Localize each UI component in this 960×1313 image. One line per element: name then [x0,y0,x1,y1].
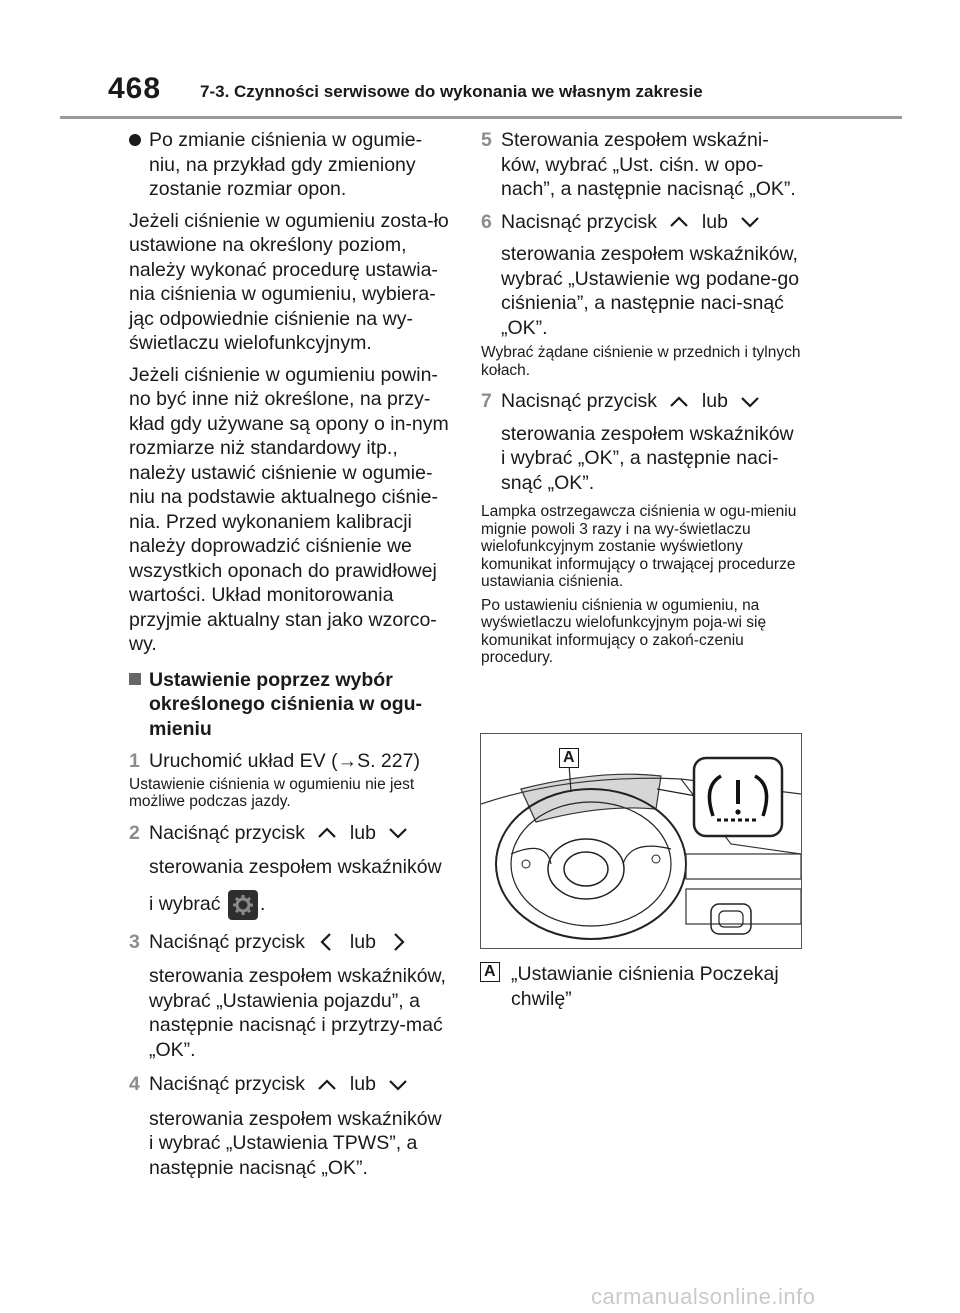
step-text: sterowania zespołem wskaźników i wybrać „OK”, a następnie naci-snąć „OK”. [501,422,794,494]
chevron-up-icon [310,822,344,844]
step-text: Naciśnąć przycisk [149,930,306,953]
dashboard-illustration [480,733,802,949]
right-column [481,128,801,667]
step-text: i wybrać [149,892,221,915]
header-divider [60,116,902,119]
step-text: Uruchomić układ EV (→S. 227) [149,750,420,772]
bullet-icon [129,134,141,146]
square-bullet-icon [129,673,141,685]
chevron-right-icon [381,931,415,953]
chevron-down-icon [733,211,767,233]
or-text: lub [701,390,728,412]
chevron-down-icon [733,391,767,413]
step-text: sterowania zespołem wskaźników [149,856,442,878]
step-text: Nacisnąć przycisk [501,390,658,412]
chevron-up-icon [310,1074,344,1096]
note-paragraph: Lampka ostrzegawcza ciśnienia w ogu-mieniu mignie powoli 3 razy i na wy-świetlaczu wielofunkcyjnym zostanie wyświetlony komunikat informujący o trwającej procedurze ustawiania ciśnienia. [481,503,797,590]
or-text: lub [349,1073,376,1095]
section-heading [129,668,449,742]
step-number: 4 [129,1073,140,1095]
step-number: 7 [481,390,492,412]
step-3 [129,930,449,1063]
or-text: lub [701,210,728,233]
chevron-down-icon [381,822,415,844]
punctuation: . [259,892,266,915]
step-text: Naciśnąć przycisk [149,821,306,844]
caption-label-a: A [480,962,500,982]
step-number: 3 [129,930,140,953]
page-header [60,72,902,120]
step-4 [129,1072,449,1180]
settings-gear-icon [228,890,258,920]
step-text: Nacisnąć przycisk [501,210,658,233]
figure-label-a: A [559,748,579,768]
left-column [129,128,449,1180]
chevron-down-icon [381,1074,415,1096]
or-text: lub [349,930,376,953]
step-text: Naciśnąć przycisk [149,1073,306,1095]
heading-text: Ustawienie poprzez wybór określonego ciśnienia w ogu-mieniu [149,668,423,740]
step-2 [129,821,449,920]
chevron-left-icon [310,931,344,953]
step-1 [129,749,449,774]
section-title: 7-3. Czynności serwisowe do wykonania we własnym zakresie [200,82,703,101]
bullet-text: Po zmianie ciśnienia w ogumie-niu, na przykład gdy zmieniony zostanie rozmiar opon. [149,129,423,200]
or-text: lub [349,821,376,844]
step-number: 1 [129,750,140,772]
bullet-item [129,128,449,202]
step-number: 6 [481,210,492,233]
paragraph: Jeżeli ciśnienie w ogumieniu zosta-ło ustawione na określony poziom, należy wykonać procedurę ustawia-nia ciśnienia w ogumieniu, wybiera-jąc odpowiednie ciśnienie na wy-świetlaczu wielofunkcyjnym. [129,209,449,354]
step-note: Ustawienie ciśnienia w ogumieniu nie jest możliwe podczas jazdy. [129,775,415,810]
step-text: Sterowania zespołem wskaźni-ków, wybrać „Ust. ciśn. w opo-nach”, a następnie nacisnąć „OK”. [501,129,796,200]
step-7 [481,389,801,495]
watermark: carmanualsonline.info [591,1284,816,1309]
dashboard-drawing [481,734,801,948]
step-5 [481,128,801,202]
step-text: sterowania zespołem wskaźników i wybrać „Ustawienia TPWS”, a następnie nacisnąć „OK”. [149,1107,442,1179]
step-note: Wybrać żądane ciśnienie w przednich i tylnych kołach. [481,344,801,379]
note-paragraph: Po ustawieniu ciśnienia w ogumieniu, na wyświetlaczu wielofunkcyjnym poja-wi się komunikat informujący o zakoń-czeniu procedury. [481,596,767,666]
step-text-line [149,890,449,920]
step-number: 2 [129,821,140,844]
step-number: 5 [481,129,492,151]
page-number: 468 [108,72,162,105]
chevron-up-icon [662,211,696,233]
step-6 [481,210,801,341]
caption-text: „Ustawianie ciśnienia Poczekaj chwilę” [511,963,779,1010]
paragraph: Jeżeli ciśnienie w ogumieniu powin-no być inne niż określone, na przy-kład gdy używane są opony o in-nym rozmiarze niż standardowy itp., należy ustawić ciśnienie w ogumie-niu na podstawie aktualnego ciśnie-nia. Przed wykonaniem kalibracji należy doprowadzić ciśnienie we wszystkich oponach do prawidłowej wartości. Układ monitorowania przyjmie aktualny stan jako wzorco-wy. [129,363,449,655]
step-text: sterowania zespołem wskaźników, wybrać „Ustawienia pojazdu”, a następnie nacisnąć i przytrzy-mać „OK”. [149,965,446,1061]
step-text: sterowania zespołem wskaźników, wybrać „Ustawienie wg podane-go ciśnienia”, a następnie naci-snąć „OK”. [501,243,800,339]
chevron-up-icon [662,391,696,413]
